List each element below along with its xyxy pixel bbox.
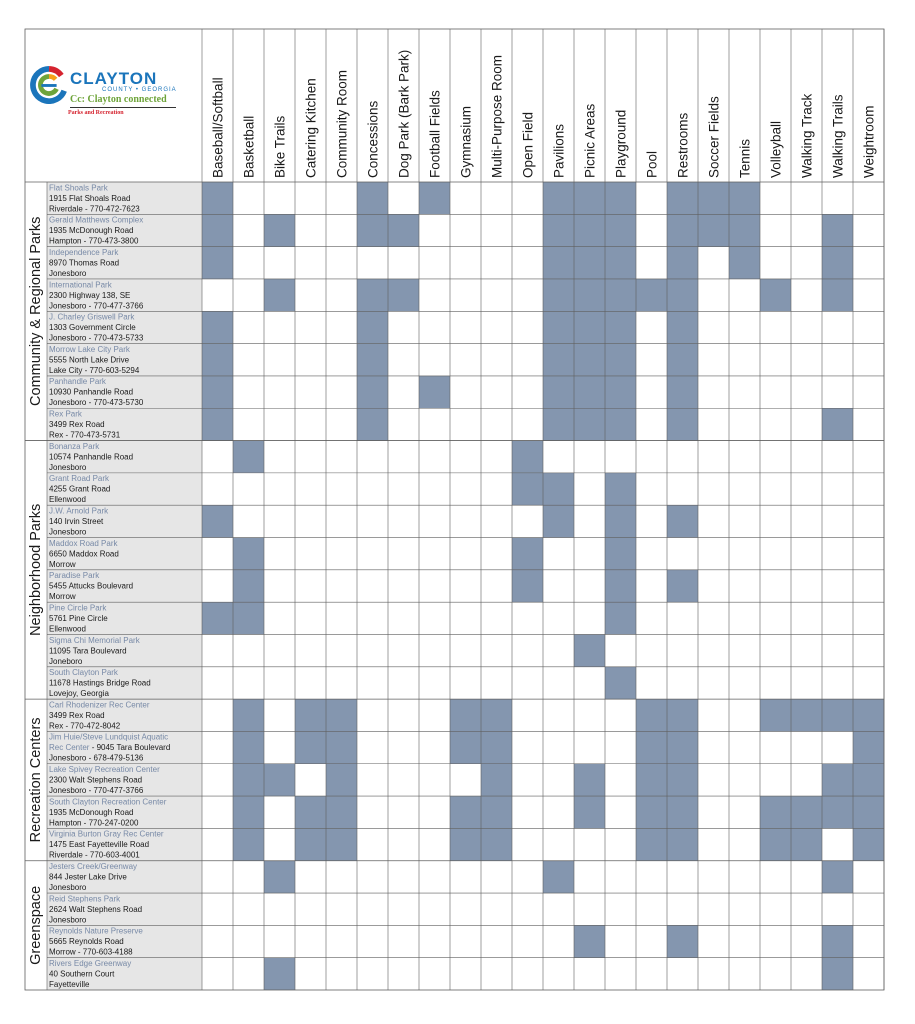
amenity-header: Tennis (737, 138, 753, 178)
amenity-cell-filled (698, 214, 729, 246)
amenity-cell-filled (574, 634, 605, 666)
amenity-cell-filled (667, 214, 698, 246)
logo-tagline: Cc: Clayton connected (70, 94, 167, 105)
amenity-cell-filled (388, 214, 419, 246)
amenity-cell-filled (233, 602, 264, 634)
park-address: 11095 Tara Boulevard (49, 646, 127, 656)
amenity-cell-filled (326, 731, 357, 763)
amenity-cell-filled (512, 538, 543, 570)
park-city: Lovejoy, Georgia (49, 689, 109, 699)
amenity-cell-filled (357, 344, 388, 376)
park-address: 140 Irvin Street (49, 517, 104, 526)
park-name: Morrow Lake City Park (49, 344, 130, 354)
amenity-cell-filled (202, 408, 233, 440)
park-address: - 9045 Tara Boulevard (89, 743, 171, 753)
amenity-cell-filled (543, 861, 574, 893)
park-name: Rivers Edge Greenway (49, 958, 132, 968)
park-name: Lake Spivey Recreation Center (49, 765, 160, 775)
amenity-cell-filled (667, 731, 698, 763)
amenity-cell-filled (543, 344, 574, 376)
amenity-cell-filled (605, 311, 636, 343)
park-address: 1935 McDonough Road (49, 226, 134, 236)
amenity-cell-filled (760, 279, 791, 311)
park-city: Jonesboro - 770-473-5730 (49, 398, 144, 408)
park-address: 11678 Hastings Bridge Road (49, 678, 151, 688)
amenity-header: Football Fields (427, 90, 443, 178)
amenity-cell-filled (202, 344, 233, 376)
amenity-cell-filled (512, 441, 543, 473)
park-city: Morrow - 770-603-4188 (49, 947, 133, 957)
amenity-cell-filled (605, 408, 636, 440)
park-city: Jonesboro - 770-473-5733 (49, 333, 144, 343)
amenity-cell-filled (574, 764, 605, 796)
amenity-cell-filled (822, 408, 853, 440)
amenity-header: Community Room (334, 69, 350, 178)
amenity-cell-filled (822, 214, 853, 246)
amenity-cell-filled (853, 699, 884, 731)
amenity-cell-filled (636, 279, 667, 311)
amenity-cell-filled (791, 796, 822, 828)
amenity-cell-filled (233, 731, 264, 763)
park-name: Bonanza Park (49, 441, 100, 451)
park-city: Jonesboro - 770-477-3766 (49, 301, 144, 311)
park-city: Jonesboro - 678-479-5136 (49, 753, 144, 763)
amenity-header: Open Field (520, 111, 536, 178)
amenity-cell-filled (574, 376, 605, 408)
park-city: Ellenwood (49, 624, 86, 634)
park-name: Grant Road Park (49, 474, 110, 484)
amenity-cell-filled (481, 764, 512, 796)
amenity-cell-filled (450, 699, 481, 731)
amenity-cell-filled (853, 796, 884, 828)
park-address: 5455 Attucks Boulevard (49, 581, 134, 591)
park-address: 3499 Rex Road (49, 420, 105, 430)
amenity-cell-filled (822, 279, 853, 311)
amenity-cell-filled (822, 861, 853, 893)
park-name-continued: Rec Center (49, 743, 90, 753)
amenity-cell-filled (543, 247, 574, 279)
amenity-cell-filled (202, 311, 233, 343)
amenity-cell-filled (667, 925, 698, 957)
park-name: Reynolds Nature Preserve (49, 926, 143, 936)
amenity-cell-filled (202, 602, 233, 634)
park-city: Jonesboro (49, 462, 87, 472)
amenity-cell-filled (822, 699, 853, 731)
amenity-cell-filled (667, 764, 698, 796)
logo-county-state: COUNTY • GEORGIA (102, 87, 177, 93)
amenity-cell-filled (295, 796, 326, 828)
park-address: 1475 East Fayetteville Road (49, 840, 150, 850)
amenity-cell-filled (574, 796, 605, 828)
amenity-cell-filled (326, 828, 357, 860)
park-name: Carl Rhodenizer Rec Center (49, 700, 150, 710)
amenity-cell-filled (605, 538, 636, 570)
amenity-cell-filled (636, 828, 667, 860)
amenity-cell-filled (481, 699, 512, 731)
amenity-cell-filled (233, 699, 264, 731)
amenity-cell-filled (543, 279, 574, 311)
park-name: Panhandle Park (49, 377, 106, 387)
amenity-cell-filled (605, 667, 636, 699)
amenity-cell-filled (605, 376, 636, 408)
park-address: 10574 Panhandle Road (49, 452, 134, 462)
amenity-cell-filled (574, 279, 605, 311)
amenity-header: Basketball (241, 115, 257, 178)
amenity-cell-filled (233, 441, 264, 473)
park-name: Pine Circle Park (49, 603, 107, 613)
amenity-cell-filled (543, 505, 574, 537)
amenity-cell-filled (543, 376, 574, 408)
amenity-cell-filled (543, 311, 574, 343)
amenity-cell-filled (605, 214, 636, 246)
amenity-cell-filled (512, 473, 543, 505)
amenity-cell-filled (760, 828, 791, 860)
amenity-cell-filled (636, 731, 667, 763)
amenity-cell-filled (326, 764, 357, 796)
amenity-cell-filled (760, 699, 791, 731)
park-address-line (49, 743, 170, 752)
amenity-cell-filled (543, 214, 574, 246)
park-address: 1935 McDonough Road (49, 807, 134, 817)
amenity-cell-filled (605, 279, 636, 311)
amenity-cell-filled (667, 699, 698, 731)
amenity-cell-filled (667, 505, 698, 537)
amenity-cell-filled (698, 182, 729, 214)
amenity-cell-filled (450, 828, 481, 860)
amenity-cell-filled (264, 214, 295, 246)
amenity-cell-filled (543, 473, 574, 505)
amenity-cell-filled (667, 279, 698, 311)
park-name: Reid Stephens Park (49, 894, 121, 904)
amenity-cell-filled (264, 279, 295, 311)
amenity-cell-filled (574, 182, 605, 214)
amenity-header: Weightroom (861, 105, 877, 178)
amenity-cell-filled (481, 828, 512, 860)
park-address: 1303 Government Circle (49, 323, 136, 333)
amenity-cell-filled (419, 376, 450, 408)
amenity-header: Walking Track (799, 93, 815, 178)
amenity-cell-filled (667, 344, 698, 376)
park-address: 844 Jester Lake Drive (49, 872, 127, 882)
amenity-cell-filled (202, 214, 233, 246)
park-address: 5665 Reynolds Road (49, 937, 124, 947)
amenity-cell-filled (233, 538, 264, 570)
amenity-cell-filled (574, 214, 605, 246)
amenity-header: Pavilions (551, 123, 567, 178)
amenity-header: Gymnasium (458, 105, 474, 178)
amenity-cell-filled (295, 699, 326, 731)
amenity-cell-filled (605, 247, 636, 279)
park-name: Gerald Matthews Complex (49, 215, 144, 225)
park-name: Rex Park (49, 409, 82, 419)
amenity-cell-filled (543, 408, 574, 440)
amenity-cell-filled (202, 182, 233, 214)
amenity-header: Concessions (365, 100, 381, 178)
amenity-cell-filled (388, 279, 419, 311)
amenity-cell-filled (512, 570, 543, 602)
amenity-cell-filled (264, 958, 295, 990)
amenity-header: Multi-Purpose Room (489, 54, 505, 178)
park-city: Morrow (49, 559, 76, 569)
amenity-cell-filled (791, 828, 822, 860)
park-city: Jonesboro (49, 527, 87, 537)
amenity-header: Baseball/Softball (210, 77, 226, 178)
park-city: Jonesboro (49, 268, 87, 278)
amenity-cell-filled (574, 925, 605, 957)
amenity-cell-filled (233, 764, 264, 796)
park-city: Jonesboro (49, 883, 87, 893)
amenity-cell-filled (357, 408, 388, 440)
park-address: 5761 Pine Circle (49, 613, 108, 623)
park-city: Riverdale - 770-603-4001 (49, 850, 140, 860)
amenity-cell-filled (357, 279, 388, 311)
amenity-cell-filled (822, 247, 853, 279)
park-name: Independence Park (49, 247, 119, 257)
park-city: Hampton - 770-247-0200 (49, 818, 139, 828)
amenity-cell-filled (822, 958, 853, 990)
amenity-header: Catering Kitchen (303, 78, 319, 178)
group-label: Recreation Centers (28, 717, 44, 843)
amenity-cell-filled (605, 344, 636, 376)
park-city: Rex - 770-472-8042 (49, 721, 121, 731)
park-address: 1915 Flat Shoals Road (49, 193, 131, 203)
amenity-cell-filled (326, 699, 357, 731)
park-city: Jonesboro (49, 915, 87, 925)
amenity-cell-filled (543, 182, 574, 214)
amenity-cell-filled (667, 376, 698, 408)
amenity-cell-filled (450, 796, 481, 828)
park-address: 8970 Thomas Road (49, 258, 120, 268)
park-city: Lake City - 770-603-5294 (49, 365, 140, 375)
group-label: Greenspace (28, 885, 44, 965)
amenity-cell-filled (574, 344, 605, 376)
park-city: Riverdale - 770-472-7623 (49, 204, 140, 214)
park-name: Jim Huie/Steve Lundquist Aquatic (49, 732, 169, 742)
park-address: 4255 Grant Road (49, 484, 111, 494)
amenity-cell-filled (264, 764, 295, 796)
park-name: Sigma Chi Memorial Park (49, 635, 140, 645)
park-name: Maddox Road Park (49, 538, 118, 548)
amenity-cell-filled (729, 214, 760, 246)
park-address: 2624 Walt Stephens Road (49, 904, 143, 914)
amenity-cell-filled (853, 731, 884, 763)
park-address: 5555 North Lake Drive (49, 355, 130, 365)
amenity-cell-filled (636, 699, 667, 731)
park-name: J.W. Arnold Park (49, 506, 109, 516)
park-address: 2300 Highway 138, SE (49, 290, 131, 300)
amenity-header: Playground (613, 109, 629, 178)
park-city: Rex - 770-473-5731 (49, 430, 121, 440)
amenity-cell-filled (574, 247, 605, 279)
amenity-header: Pool (644, 150, 660, 178)
amenity-cell-filled (419, 182, 450, 214)
park-name: Flat Shoals Park (49, 183, 108, 193)
park-address: 3499 Rex Road (49, 710, 105, 720)
amenity-cell-filled (636, 796, 667, 828)
logo-department: Parks and Recreation (68, 110, 124, 116)
park-city: Ellenwood (49, 495, 86, 505)
amenity-header: Dog Park (Bark Park) (396, 49, 412, 178)
amenity-cell-filled (202, 505, 233, 537)
amenity-cell-filled (357, 214, 388, 246)
amenity-cell-filled (667, 408, 698, 440)
amenity-cell-filled (729, 247, 760, 279)
amenity-cell-filled (605, 602, 636, 634)
amenity-header: Picnic Areas (582, 103, 598, 178)
park-city: Morrow (49, 592, 76, 602)
amenity-cells (47, 182, 884, 990)
park-address: 40 Southern Court (49, 969, 115, 979)
park-name: International Park (49, 280, 112, 290)
amenity-cell-filled (667, 311, 698, 343)
amenity-cell-filled (667, 570, 698, 602)
amenity-header: Walking Trails (830, 94, 846, 178)
park-address: 2300 Walt Stephens Road (49, 775, 143, 785)
amenity-cell-filled (202, 247, 233, 279)
amenity-cell-filled (822, 764, 853, 796)
amenity-cell-filled (605, 570, 636, 602)
amenity-cell-filled (233, 796, 264, 828)
amenity-cell-filled (605, 182, 636, 214)
amenity-cell-filled (264, 861, 295, 893)
amenity-cell-filled (822, 925, 853, 957)
logo-county-name: CLAYTON (70, 69, 158, 88)
amenity-cell-filled (450, 731, 481, 763)
amenity-cell-filled (667, 796, 698, 828)
park-name: South Clayton Park (49, 668, 118, 678)
park-name: Jesters Creek/Greenway (49, 862, 138, 872)
amenity-cell-filled (357, 376, 388, 408)
amenity-cell-filled (822, 796, 853, 828)
amenity-cell-filled (636, 764, 667, 796)
amenity-header: Soccer Fields (706, 96, 722, 178)
amenity-cell-filled (667, 182, 698, 214)
amenity-cell-filled (760, 796, 791, 828)
amenity-cell-filled (605, 473, 636, 505)
amenity-cell-filled (667, 247, 698, 279)
park-name: Virginia Burton Gray Rec Center (49, 829, 164, 839)
amenity-cell-filled (357, 311, 388, 343)
amenity-cell-filled (357, 182, 388, 214)
park-city: Hampton - 770-473-3800 (49, 236, 139, 246)
amenity-cell-filled (667, 828, 698, 860)
park-city: Jonesboro - 770-477-3766 (49, 786, 144, 796)
amenity-cell-filled (853, 764, 884, 796)
park-name: Paradise Park (49, 571, 100, 581)
amenity-cell-filled (233, 570, 264, 602)
park-address: 10930 Panhandle Road (49, 387, 134, 397)
amenity-cell-filled (233, 828, 264, 860)
amenity-header: Restrooms (675, 112, 691, 178)
amenity-cell-filled (729, 182, 760, 214)
amenity-cell-filled (481, 731, 512, 763)
amenity-cell-filled (202, 376, 233, 408)
amenity-cell-filled (791, 699, 822, 731)
group-label: Neighborhood Parks (28, 503, 44, 636)
amenity-cell-filled (853, 828, 884, 860)
park-city: Joneboro (49, 656, 83, 666)
amenity-cell-filled (326, 796, 357, 828)
park-address: 6650 Maddox Road (49, 549, 119, 559)
amenity-cell-filled (574, 311, 605, 343)
amenity-cell-filled (481, 796, 512, 828)
park-city: Fayetteville (49, 979, 90, 989)
amenity-header: Volleyball (768, 120, 784, 178)
amenity-header: Bike Trails (272, 115, 288, 178)
amenity-cell-filled (295, 828, 326, 860)
group-label: Community & Regional Parks (28, 216, 44, 406)
amenity-cell-filled (574, 408, 605, 440)
park-name: J. Charley Griswell Park (49, 312, 135, 322)
amenity-cell-filled (295, 731, 326, 763)
amenity-cell-filled (605, 505, 636, 537)
park-name: South Clayton Recreation Center (49, 797, 167, 807)
